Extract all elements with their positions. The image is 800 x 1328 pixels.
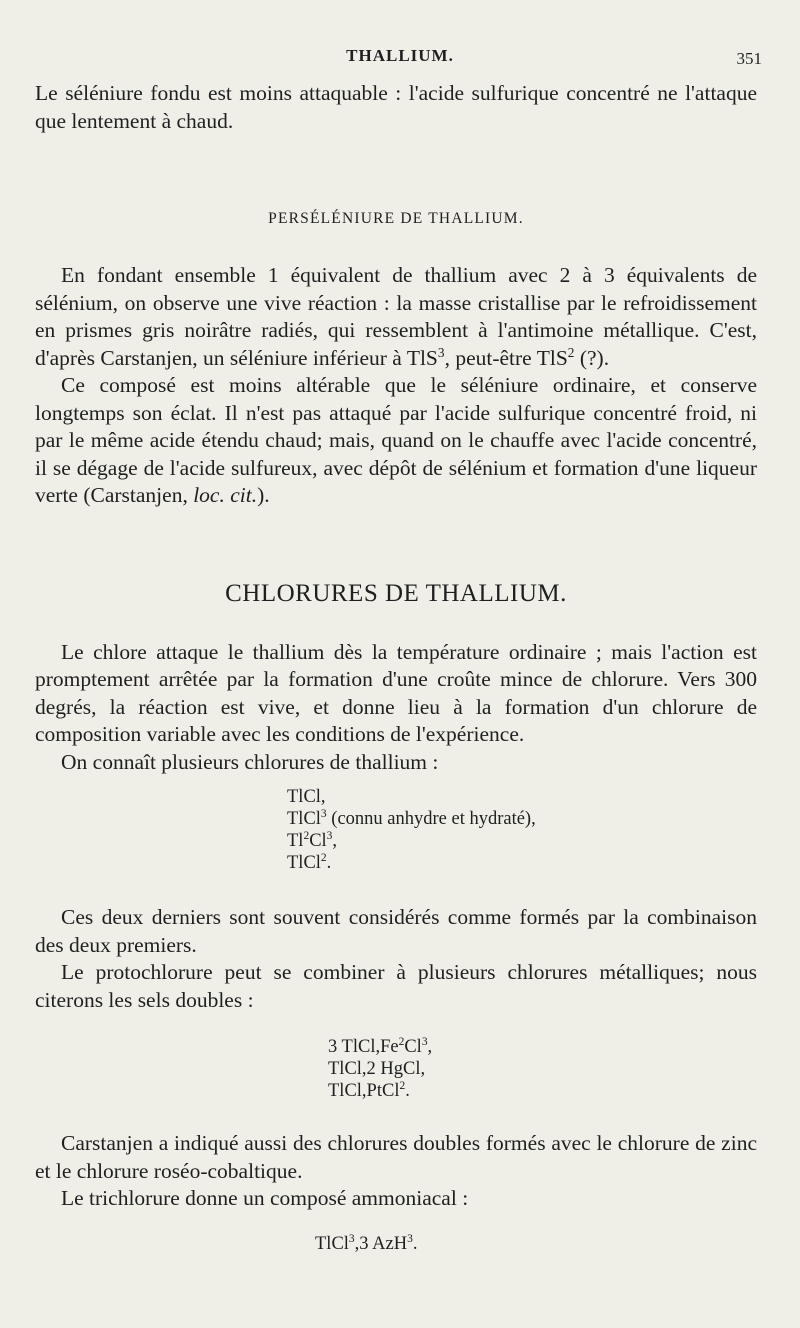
citation-italic: loc. cit. bbox=[193, 483, 258, 507]
formula-line: TlCl$^3$ (connu anhydre et hydraté), bbox=[287, 808, 536, 829]
formula-line: TlCl$^3$,3 AzH$^3$. bbox=[315, 1232, 418, 1254]
spacer bbox=[35, 611, 757, 639]
page-number: 351 bbox=[736, 49, 762, 68]
paragraph-perselenide-1: En fondant ensemble 1 équivalent de thallium avec 2 à 3 équivalents de sélénium, on observe une vive réaction : la masse cristallise par le refroidissement en prismes gris noirâtre radiés, qui ressemblent à l'antimoine métallique. C'est, d'après Carstanjen, un séléniure inférieur à TlS$^3$, peut-être TlS$^2$ (?). bbox=[35, 263, 757, 370]
paragraph-perselenide-2: Ce composé est moins altérable que le séléniure ordinaire, et conserve longtemps son éclat. Il n'est pas attaqué par l'acide sulfurique concentré froid, ni par le même acide étendu chaud; mais, quand on le chauffe avec l'acide concentré, il se dégage de l'acide sulfureux, avec dépôt de sélénium et formation d'une liqueur verte (Carstanjen, loc. cit.). bbox=[35, 373, 757, 507]
formula-ammoniacal bbox=[35, 1233, 757, 1255]
paragraph-chlorides-1: Le chlore attaque le thallium dès la température ordinaire ; mais l'action est promptement arrêtée par la formation d'une croûte mince de chlorure. Vers 300 degrés, la réaction est vive, et donne lieu à la formation d'un chlorure de composition variable avec les conditions de l'expérience. bbox=[35, 639, 757, 746]
formula-tls2: TlS$^2$ bbox=[536, 344, 575, 370]
formula-tls3: TlS$^3$ bbox=[406, 344, 445, 370]
paragraph-chlorides-4: Le protochlorure peut se combiner à plusieurs chlorures métalliques; nous citerons les sels doubles : bbox=[35, 960, 757, 1012]
formula-line: 3 TlCl,Fe$^2$Cl$^3$, bbox=[328, 1036, 433, 1057]
formula-line: TlCl, bbox=[287, 787, 326, 807]
running-head bbox=[0, 46, 800, 70]
formula-list-double-salts bbox=[35, 1036, 757, 1102]
paragraph-selenide-molten: Le séléniure fondu est moins attaquable : l'acide sulfurique concentré ne l'attaque que lentement à chaud. bbox=[35, 81, 757, 133]
heading-chlorides: CHLORURES DE THALLIUM. bbox=[225, 579, 567, 607]
heading-perselenide: PERSÉLÉNIURE DE THALLIUM. bbox=[268, 210, 524, 227]
spacer bbox=[35, 135, 757, 205]
spacer bbox=[35, 874, 757, 904]
spacer bbox=[35, 232, 757, 262]
spacer bbox=[35, 1014, 757, 1036]
formula-line: TlCl,2 HgCl, bbox=[328, 1059, 426, 1079]
paragraph-chlorides-3: Ces deux derniers sont souvent considérés comme formés par la combinaison des deux premiers. bbox=[35, 905, 757, 957]
spacer bbox=[35, 1102, 757, 1130]
spacer bbox=[35, 776, 757, 786]
text: En fondant ensemble 1 équivalent de thallium avec 2 à 3 équivalents de sélénium, on observe une vive réaction : la masse cristallise par le refroidissement en prismes gris noirâtre radiés, qui ressemblent à l'antimoine métallique. C'est, d'après Carstanjen, un séléniure inférieur à bbox=[35, 263, 757, 370]
formula-list-chlorides bbox=[35, 786, 757, 874]
page-body bbox=[35, 80, 757, 1255]
spacer bbox=[35, 510, 757, 577]
paragraph-chlorides-5: Carstanjen a indiqué aussi des chlorures doubles formés avec le chlorure de zinc et le chlorure roséo-cobaltique. bbox=[35, 1131, 757, 1183]
running-title: THALLIUM. bbox=[346, 46, 454, 65]
paragraph-chlorides-6: Le trichlorure donne un composé ammoniacal : bbox=[61, 1186, 469, 1210]
formula-line: TlCl,PtCl$^2$. bbox=[328, 1080, 410, 1101]
formula-line: TlCl$^2$. bbox=[287, 852, 332, 873]
paragraph-chlorides-2: On connaît plusieurs chlorures de thallium : bbox=[61, 749, 439, 774]
formula-line: Tl$^2$Cl$^3$, bbox=[287, 830, 338, 851]
spacer bbox=[35, 1213, 757, 1233]
